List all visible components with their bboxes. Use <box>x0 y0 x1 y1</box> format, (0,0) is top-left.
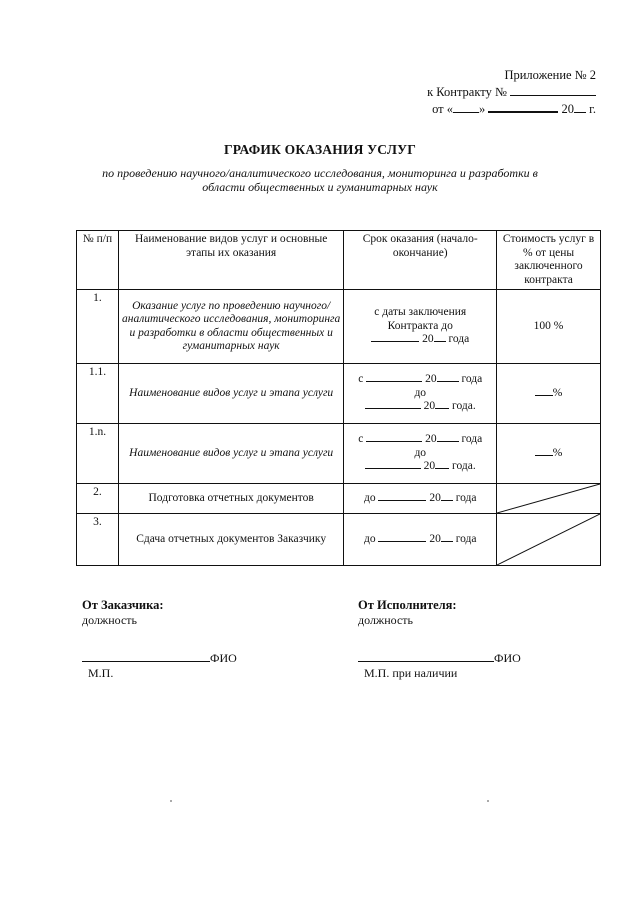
customer-signature-block <box>82 598 237 681</box>
signature-blank <box>82 661 210 662</box>
term-suffix: года. <box>452 400 476 413</box>
date-blank <box>365 468 421 469</box>
row-name: Сдача отчетных документов Заказчику <box>118 514 343 566</box>
date-blank <box>378 500 426 501</box>
diagonal-strike-icon <box>497 514 600 565</box>
percent-blank <box>535 455 553 456</box>
date-blank <box>378 541 426 542</box>
percent-blank <box>535 395 553 396</box>
annex-label <box>504 68 596 83</box>
date-year-prefix: 20 <box>561 102 575 116</box>
term-year: 20 <box>425 433 437 446</box>
term-to: до <box>414 386 427 399</box>
row-num: 1. <box>77 290 119 364</box>
year-blank <box>435 408 449 409</box>
header-cost: Стоимость услуг в % от цены заключенного контракта <box>497 231 601 290</box>
date-year-suffix: г. <box>589 102 596 116</box>
row-name: Наименование видов услуг и этапа услуги <box>118 424 343 484</box>
term-from: с <box>358 373 364 386</box>
year-blank <box>441 541 453 542</box>
cost-value: % <box>552 446 563 459</box>
term-year: 20 <box>425 373 437 386</box>
table-row <box>77 364 601 424</box>
header-name: Наименование видов услуг и основные этапы их оказания <box>118 231 343 290</box>
term-year: 20 <box>429 491 441 504</box>
term-line: с даты заключения <box>374 306 467 319</box>
table-header-row <box>77 231 601 290</box>
schedule-table <box>76 230 601 566</box>
term-line <box>347 460 493 474</box>
date-year-blank <box>574 101 586 113</box>
cost-value: % <box>552 386 563 399</box>
term-suffix: года <box>455 491 477 504</box>
row-num: 1.1. <box>77 364 119 424</box>
row-term <box>344 514 497 566</box>
contract-prefix: к Контракту № <box>427 85 507 99</box>
contract-number-line <box>427 84 596 100</box>
date-blank <box>371 341 419 342</box>
header-num: № п/п <box>77 231 119 290</box>
customer-fio: ФИО <box>210 651 237 665</box>
year-blank <box>437 381 459 382</box>
scan-speck <box>170 800 172 802</box>
term-to: до <box>414 446 427 459</box>
term-suffix: года <box>448 333 470 346</box>
row-cost-crossed <box>497 484 601 514</box>
signature-blank <box>358 661 494 662</box>
contractor-fio-line <box>358 651 521 666</box>
date-open-quote: от « <box>432 102 454 116</box>
term-suffix: года <box>461 433 483 446</box>
term-year: 20 <box>423 400 436 413</box>
document-title: ГРАФИК ОКАЗАНИЯ УСЛУГ <box>223 142 417 157</box>
customer-position: должность <box>82 613 137 627</box>
document-subtitle: по проведению научного/аналитического исследования, мониторинга и разработки в области общественных и гуманитарных наук <box>102 166 538 194</box>
table-row <box>77 484 601 514</box>
term-suffix: года. <box>452 460 476 473</box>
row-term <box>344 484 497 514</box>
row-term <box>344 424 497 484</box>
contractor-fio: ФИО <box>494 651 521 665</box>
table-row <box>77 290 601 364</box>
year-blank <box>441 500 453 501</box>
scan-speck <box>487 800 489 802</box>
table-row <box>77 514 601 566</box>
customer-stamp: М.П. <box>88 666 114 680</box>
term-from: с <box>358 433 364 446</box>
row-name: Оказание услуг по проведению научного/аналитического исследования, мониторинга и разработки в области общественных и гуманитарных наук <box>118 290 343 364</box>
annex-text: Приложение № 2 <box>504 68 596 82</box>
date-blank <box>366 381 422 382</box>
term-year: 20 <box>423 460 436 473</box>
contract-date-line <box>432 100 596 117</box>
date-day-blank <box>453 101 479 113</box>
customer-fio-line <box>82 651 237 666</box>
term-suffix: года <box>461 373 483 386</box>
term-year: 20 <box>422 333 434 346</box>
contractor-signature-block <box>358 598 521 681</box>
term-line <box>347 333 493 347</box>
year-blank <box>437 441 459 442</box>
date-blank <box>365 408 421 409</box>
term-year: 20 <box>429 532 441 545</box>
year-blank <box>435 468 449 469</box>
term-to: до <box>363 532 376 545</box>
term-line <box>347 400 493 414</box>
row-cost: 100 % <box>497 290 601 364</box>
row-name: Подготовка отчетных документов <box>118 484 343 514</box>
row-cost-crossed <box>497 514 601 566</box>
row-term <box>344 290 497 364</box>
date-blank <box>366 441 422 442</box>
term-line <box>347 373 493 387</box>
year-blank <box>434 341 446 342</box>
contractor-heading: От Исполнителя: <box>358 598 457 612</box>
row-num: 3. <box>77 514 119 566</box>
row-num: 2. <box>77 484 119 514</box>
date-month-blank <box>488 100 558 113</box>
term-to: до <box>363 491 376 504</box>
row-cost <box>497 424 601 484</box>
table-row <box>77 424 601 484</box>
row-num: 1.n. <box>77 424 119 484</box>
term-suffix: года <box>455 532 477 545</box>
contract-number-blank <box>510 84 596 96</box>
row-term <box>344 364 497 424</box>
contractor-position: должность <box>358 613 413 627</box>
row-name: Наименование видов услуг и этапа услуги <box>118 364 343 424</box>
customer-heading: От Заказчика: <box>82 598 164 612</box>
contractor-stamp: М.П. при наличии <box>364 666 458 680</box>
diagonal-strike-icon <box>497 484 600 513</box>
row-cost <box>497 364 601 424</box>
term-line: Контракта до <box>387 319 453 332</box>
date-close-quote: » <box>479 102 486 116</box>
header-term: Срок оказания (начало-окончание) <box>344 231 497 290</box>
term-line <box>347 433 493 447</box>
